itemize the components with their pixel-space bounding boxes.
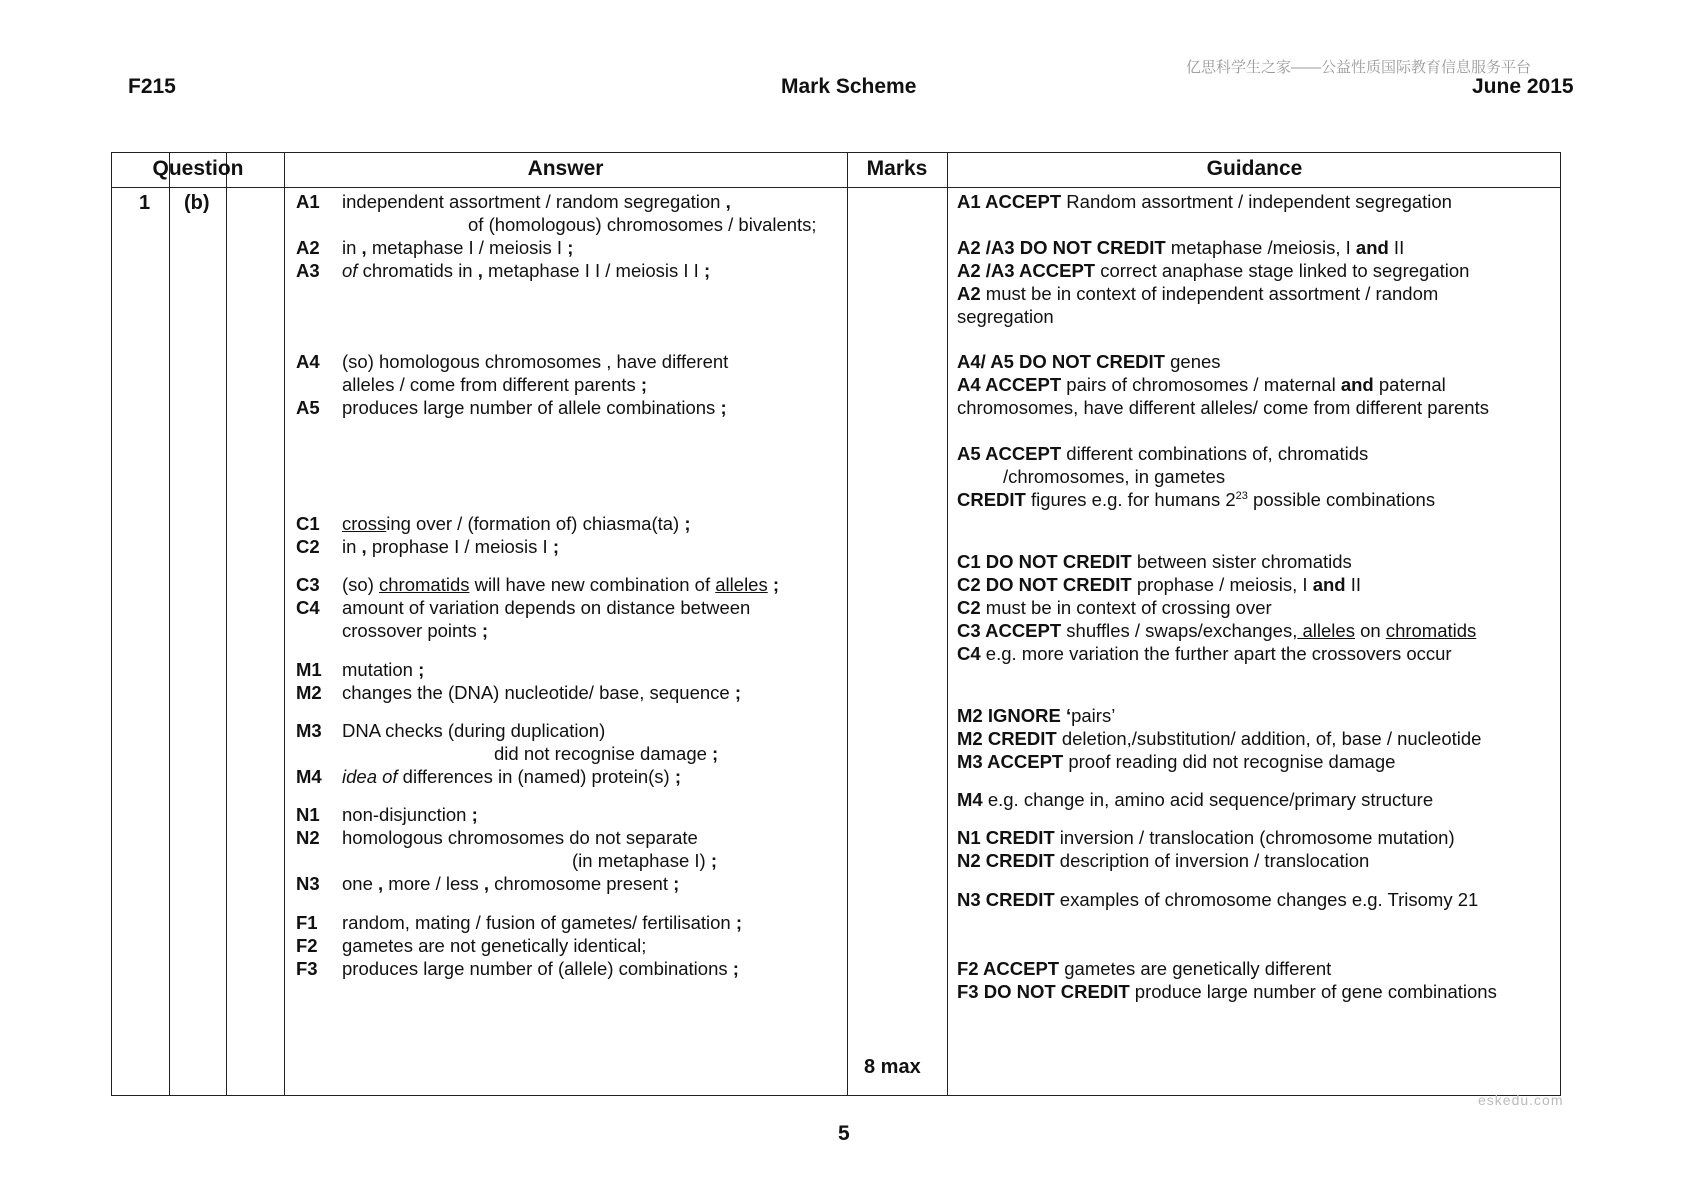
guidance-line [957, 705, 1115, 727]
text-run: inversion / translocation (chromosome mutation) [1054, 827, 1455, 848]
answer-line [342, 720, 605, 742]
text-run: of [342, 260, 358, 281]
text-run: C2 [957, 597, 981, 618]
answer-line [342, 597, 750, 619]
text-run: crossover points [342, 620, 482, 641]
text-run: chromatids [379, 574, 470, 595]
text-run: gametes are not genetically identical; [342, 935, 647, 956]
answer-line [342, 766, 681, 788]
guidance-line [957, 728, 1481, 750]
text-run: alleles / come from different parents [342, 374, 641, 395]
text-run: A1 ACCEPT [957, 191, 1062, 212]
text-run: possible combinations [1247, 489, 1436, 510]
answer-line [342, 513, 691, 535]
guidance-line [957, 397, 1489, 419]
text-run: chromatids [1385, 620, 1477, 641]
text-run: and [1312, 574, 1346, 595]
text-run: M2 IGNORE [957, 705, 1061, 726]
text-run: A5 ACCEPT [957, 443, 1062, 464]
answer-code: A1 [296, 191, 320, 212]
text-run: ; [640, 374, 648, 395]
page-number: 5 [838, 1122, 850, 1145]
question-number: 1 [139, 192, 151, 214]
text-run: must be in context of crossing over [980, 597, 1272, 618]
answer-code: N3 [296, 873, 320, 894]
text-run: in [342, 536, 362, 557]
text-run: must be in context of independent assortment / random [980, 283, 1439, 304]
text-run: one [342, 873, 379, 894]
answer-line [342, 912, 742, 934]
text-run: II [1345, 574, 1362, 595]
guidance-line [957, 237, 1404, 259]
answer-code: N1 [296, 804, 320, 825]
answer-code: C4 [296, 597, 320, 618]
text-run: ; [552, 536, 559, 557]
marks-total: 8 max [864, 1056, 921, 1078]
text-run: prophase I / meiosis I [366, 536, 553, 557]
text-run: e.g. more variation the further apart the crossovers occur [980, 643, 1452, 664]
text-run: ; [710, 850, 717, 871]
answer-line [494, 743, 718, 765]
text-run: metaphase I I / meiosis I I [482, 260, 704, 281]
text-run: (in metaphase I) [572, 850, 711, 871]
text-run: paternal [1373, 374, 1446, 395]
answer-line [342, 659, 424, 681]
answer-line [342, 827, 698, 849]
text-run: more / less [383, 873, 484, 894]
text-run: M4 [957, 789, 983, 810]
text-run: genes [1164, 351, 1221, 372]
text-run: idea of [342, 766, 398, 787]
text-run: alleles [1297, 620, 1355, 641]
answer-code: C2 [296, 536, 320, 557]
text-run: N2 CREDIT [957, 850, 1055, 871]
answer-code: A2 [296, 237, 320, 258]
text-run: /chromosomes, in gametes [1003, 466, 1226, 487]
text-run: ; [712, 743, 719, 764]
guidance-line [957, 827, 1455, 849]
answer-code: N2 [296, 827, 320, 848]
text-run: independent assortment / random segregation [342, 191, 726, 212]
answer-code: M3 [296, 720, 322, 741]
text-run: did not recognise damage [494, 743, 713, 764]
answer-line [342, 237, 573, 259]
text-run: differences in (named) protein(s) [397, 766, 675, 787]
text-run: C4 [957, 643, 981, 664]
text-run: amount of variation depends on distance between [342, 597, 751, 618]
text-run: ; [703, 260, 711, 281]
text-run: alleles [715, 574, 768, 595]
answer-code: A4 [296, 351, 320, 372]
text-run: chromatids in [357, 260, 478, 281]
answer-code: A5 [296, 397, 320, 418]
document-title: Mark Scheme [781, 75, 917, 98]
text-run: II [1388, 237, 1405, 258]
guidance-line [957, 889, 1478, 911]
guidance-line [1003, 466, 1225, 488]
text-run: A4 ACCEPT [957, 374, 1062, 395]
answer-code: F2 [296, 935, 318, 956]
header-watermark: 亿思科学生之家——公益性质国际教育信息服务平台 [1186, 59, 1532, 76]
answer-line [342, 191, 731, 213]
guidance-line [957, 958, 1331, 980]
column-divider [847, 153, 848, 1095]
guidance-line [957, 574, 1361, 596]
text-run: ; [481, 620, 489, 641]
answer-line [342, 873, 679, 895]
text-run: description of inversion / translocation [1054, 850, 1370, 871]
guidance-line [957, 351, 1221, 373]
text-run: pairs’ [1071, 705, 1116, 726]
text-run: F3 DO NOT CREDIT [957, 981, 1130, 1002]
text-run: N1 CREDIT [957, 827, 1055, 848]
text-run: of (homologous) chromosomes / bivalents; [468, 214, 817, 235]
text-run: cross [342, 513, 387, 534]
text-run: CREDIT [957, 489, 1026, 510]
guidance-line [957, 751, 1395, 773]
guidance-line [957, 981, 1497, 1003]
answer-line [342, 958, 739, 980]
answer-code: C1 [296, 513, 320, 534]
text-run: correct anaphase stage linked to segregation [1095, 260, 1470, 281]
text-run: ; [720, 397, 727, 418]
column-divider [226, 153, 227, 1095]
column-divider [284, 153, 285, 1095]
text-run: will have new combination of [469, 574, 716, 595]
text-run: M2 CREDIT [957, 728, 1057, 749]
answer-line [572, 850, 717, 872]
text-run: ‘ [1060, 705, 1072, 726]
text-run: C1 DO NOT CREDIT [957, 551, 1132, 572]
document-date: June 2015 [1472, 75, 1574, 98]
text-run: Random assortment / independent segregation [1061, 191, 1452, 212]
answer-code: A3 [296, 260, 320, 281]
column-divider [169, 153, 170, 1095]
question-column-header: Question [152, 157, 244, 180]
answer-line [342, 397, 727, 419]
text-run: 23 [1235, 489, 1248, 502]
text-run: A2 /A3 DO NOT CREDIT [957, 237, 1166, 258]
text-run: on [1354, 620, 1386, 641]
text-run: A2 [957, 283, 981, 304]
guidance-line [957, 597, 1272, 619]
answer-code: M1 [296, 659, 322, 680]
text-run: ; [567, 237, 574, 258]
text-run: chromosomes, have different alleles/ come from different parents [957, 397, 1489, 418]
column-divider [947, 153, 948, 1095]
text-run: ; [735, 912, 743, 933]
text-run: DNA checks (during duplication) [342, 720, 606, 741]
answer-line [342, 374, 647, 396]
guidance-line [957, 283, 1438, 305]
text-run: ; [734, 682, 742, 703]
question-part: (b) [184, 192, 210, 214]
text-run: homologous chromosomes do not separate [342, 827, 698, 848]
text-run: and [1340, 374, 1374, 395]
text-run: ; [732, 958, 739, 979]
answer-line [342, 574, 779, 596]
text-run: , [378, 873, 384, 894]
text-run: figures e.g. for humans 2 [1025, 489, 1236, 510]
text-run: , [361, 237, 367, 258]
text-run: ; [674, 766, 682, 787]
text-run: mutation [342, 659, 419, 680]
text-run: gametes are genetically different [1059, 958, 1332, 979]
text-run: metaphase I / meiosis I [366, 237, 568, 258]
footer-watermark: eskedu.com [1478, 1092, 1564, 1108]
guidance-line [957, 620, 1476, 642]
guidance-line [957, 191, 1452, 213]
guidance-column-header: Guidance [1206, 157, 1303, 180]
document-code: F215 [128, 75, 176, 98]
text-run: and [1355, 237, 1389, 258]
text-run: (so) homologous chromosomes , have different [342, 351, 729, 372]
text-run: ; [673, 873, 680, 894]
text-run: produce large number of gene combinations [1129, 981, 1497, 1002]
guidance-line [957, 374, 1446, 396]
guidance-line [957, 443, 1368, 465]
text-run: prophase / meiosis, I [1131, 574, 1313, 595]
answer-line [468, 214, 817, 236]
answer-line [342, 682, 741, 704]
text-run: ; [418, 659, 425, 680]
text-run: random, mating / fusion of gametes/ fertilisation [342, 912, 736, 933]
answer-code: F3 [296, 958, 318, 979]
text-run: , [361, 536, 367, 557]
answer-code: M2 [296, 682, 322, 703]
guidance-line [957, 850, 1369, 872]
text-run: A2 /A3 ACCEPT [957, 260, 1096, 281]
text-run: F2 ACCEPT [957, 958, 1060, 979]
text-run: e.g. change in, amino acid sequence/primary structure [982, 789, 1434, 810]
guidance-line [957, 551, 1352, 573]
text-run: ; [767, 574, 780, 595]
text-run: produces large number of (allele) combinations [342, 958, 733, 979]
answer-line [342, 804, 478, 826]
text-run: C2 DO NOT CREDIT [957, 574, 1132, 595]
text-run: shuffles / swaps/exchanges, [1061, 620, 1298, 641]
text-run: C3 ACCEPT [957, 620, 1062, 641]
text-run: segregation [957, 306, 1054, 327]
text-run: between sister chromatids [1131, 551, 1352, 572]
answer-code: F1 [296, 912, 318, 933]
text-run: M3 ACCEPT [957, 751, 1064, 772]
answer-line [342, 351, 728, 373]
text-run: ; [684, 513, 691, 534]
guidance-line [957, 643, 1452, 665]
text-run: chromosome present [489, 873, 674, 894]
text-run: metaphase /meiosis, I [1165, 237, 1356, 258]
text-run: pairs of chromosomes / maternal [1061, 374, 1341, 395]
guidance-line [957, 789, 1433, 811]
text-run: ing over / (formation of) chiasma(ta) [386, 513, 685, 534]
text-run: proof reading did not recognise damage [1063, 751, 1396, 772]
text-run: (so) [342, 574, 379, 595]
text-run: N3 CREDIT [957, 889, 1055, 910]
text-run: deletion,/substitution/ addition, of, base / nucleotide [1056, 728, 1482, 749]
answer-code: M4 [296, 766, 322, 787]
text-run: changes the (DNA) nucleotide/ base, sequence [342, 682, 735, 703]
mark-scheme-table [111, 152, 1561, 1096]
text-run: examples of chromosome changes e.g. Trisomy 21 [1054, 889, 1479, 910]
text-run: ; [471, 804, 478, 825]
text-run: , [725, 191, 731, 212]
answer-column-header: Answer [527, 157, 604, 180]
marks-column-header: Marks [866, 157, 928, 180]
text-run: A4/ A5 DO NOT CREDIT [957, 351, 1165, 372]
answer-line [342, 260, 710, 282]
answer-line [342, 536, 559, 558]
guidance-line [957, 306, 1054, 328]
answer-line [342, 620, 488, 642]
text-run: different combinations of, chromatids [1061, 443, 1369, 464]
guidance-line [957, 489, 1435, 511]
answer-code: C3 [296, 574, 320, 595]
text-run: non-disjunction [342, 804, 472, 825]
text-run: in [342, 237, 362, 258]
guidance-line [957, 260, 1469, 282]
text-run: produces large number of allele combinations [342, 397, 721, 418]
text-run: , [483, 873, 490, 894]
answer-line [342, 935, 646, 957]
text-run: , [477, 260, 483, 281]
header-row-divider [112, 187, 1560, 188]
